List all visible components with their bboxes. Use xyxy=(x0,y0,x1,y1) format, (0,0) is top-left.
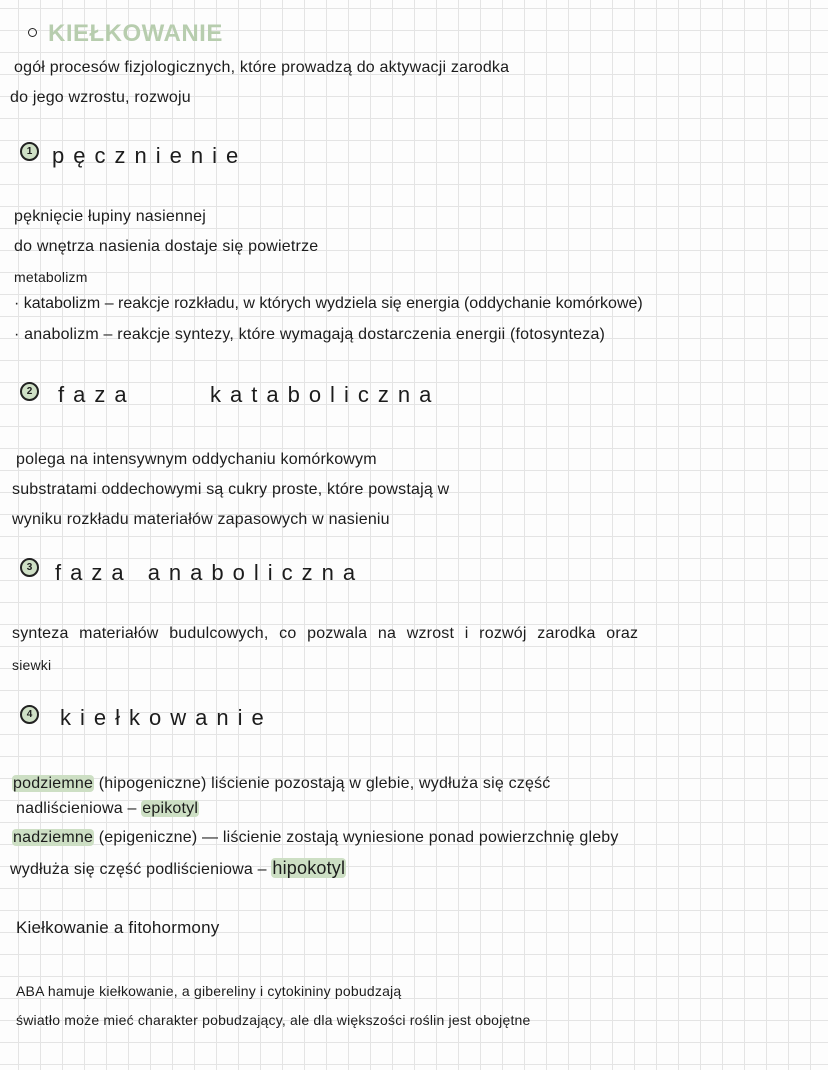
note-line xyxy=(10,858,346,880)
step-number-badge: 1 xyxy=(20,142,39,161)
note-line: substratami oddechowymi są cukry proste, które powstają w xyxy=(12,481,450,498)
section-heading: pęcznienie xyxy=(52,143,248,168)
note-line xyxy=(12,828,619,848)
bullet-circle-icon xyxy=(28,28,37,37)
subheading: Kiełkowanie a fitohormony xyxy=(16,918,220,937)
note-line xyxy=(12,774,550,794)
definition-line: ogół procesów fizjologicznych, które prowadzą do aktywacji zarodka xyxy=(14,59,510,76)
highlighted-term: epikotyl xyxy=(142,800,199,817)
definition-line: do jego wzrostu, rozwoju xyxy=(10,89,191,106)
note-line: pęknięcie łupiny nasiennej xyxy=(14,208,206,225)
note-line: do wnętrza nasienia dostaje się powietrze xyxy=(14,238,319,255)
note-line: światło może mieć charakter pobudzający, ale dla większości roślin jest obojętne xyxy=(16,1012,531,1028)
highlighted-term: podziemne xyxy=(13,775,94,792)
note-text: (epigeniczne) — liścienie zostają wyniesione ponad powierzchnię gleby xyxy=(98,829,619,846)
section-heading: kataboliczna xyxy=(210,382,441,407)
note-line xyxy=(16,799,199,819)
note-line: wyniku rozkładu materiałów zapasowych w nasieniu xyxy=(12,511,390,528)
note-line: synteza materiałów budulcowych, co pozwala na wzrost i rozwój zarodka oraz xyxy=(12,625,639,642)
section-heading: faza anaboliczna xyxy=(55,560,365,585)
highlighted-term: hipokotyl xyxy=(272,858,346,878)
note-line: metabolizm xyxy=(14,269,88,285)
step-number-badge: 2 xyxy=(20,382,39,401)
step-number-badge: 4 xyxy=(20,705,39,724)
note-line: ABA hamuje kiełkowanie, a gibereliny i cytokininy pobudzają xyxy=(16,983,402,999)
note-line: polega na intensywnym oddychaniu komórkowym xyxy=(16,451,377,468)
section-heading: faza xyxy=(58,382,136,407)
page-title: KIEŁKOWANIE xyxy=(48,20,223,47)
section-heading: kiełkowanie xyxy=(60,705,273,730)
note-text: nadliścieniowa – xyxy=(16,800,137,817)
note-text: wydłuża się część podliścieniowa – xyxy=(10,861,267,878)
highlighted-term: nadziemne xyxy=(13,829,94,846)
list-item: · katabolizm – reakcje rozkładu, w których wydziela się energia (oddychanie komórkowe) xyxy=(14,295,643,312)
list-item: · anabolizm – reakcje syntezy, które wymagają dostarczenia energii (fotosynteza) xyxy=(14,326,606,343)
note-text: (hipogeniczne) liścienie pozostają w glebie, wydłuża się część xyxy=(98,775,551,792)
step-number-badge: 3 xyxy=(20,558,39,577)
note-line: siewki xyxy=(12,657,52,673)
